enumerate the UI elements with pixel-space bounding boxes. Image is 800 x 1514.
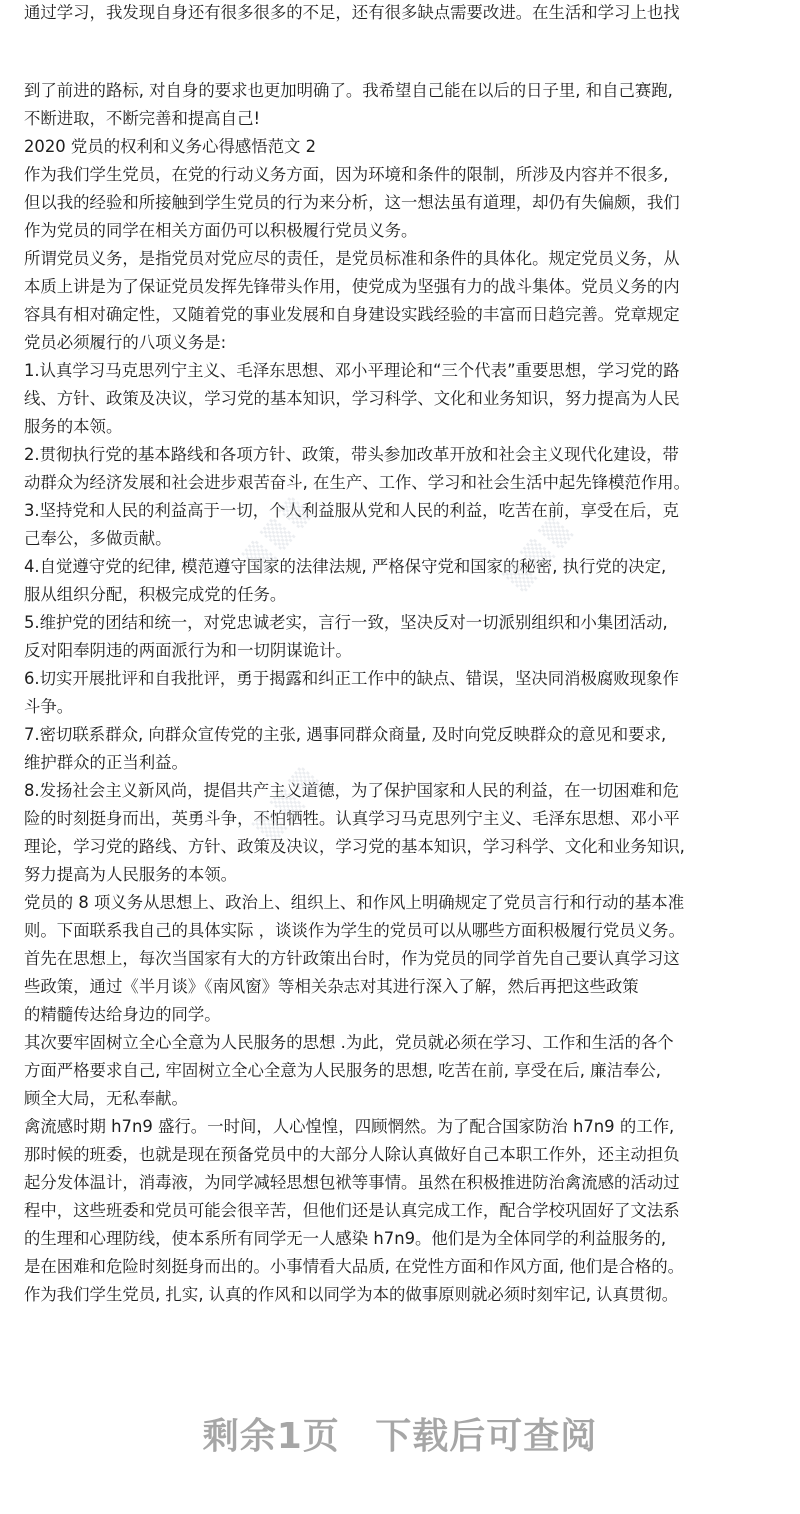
paragraph-line: 斗争。 — [24, 697, 74, 716]
paragraph-line: 到了前进的路标, 对自身的要求也更加明确了。我希望自己能在以后的日子里, 和自己赛跑, — [24, 81, 673, 100]
paragraph-line: 程中，这些班委和党员可能会很辛苦，但他们还是认真完成工作，配合学校巩固好了文法系 — [24, 1201, 680, 1220]
paragraph-line: 其次要牢固树立全心全意为人民服务的思想 .为此，党员就必须在学习、工作和生活的各个 — [24, 1033, 674, 1052]
paragraph-line: 所谓党员义务，是指党员对党应尽的责任，是党员标准和条件的具体化。规定党员义务，从 — [24, 249, 680, 268]
paragraph-line: 禽流感时期 h7n9 盛行。一时间，人心惶惶，四顾惘然。为了配合国家防治 h7n9 的工作, — [24, 1117, 675, 1136]
paragraph-line: 首先在思想上，每次当国家有大的方针政策出台时，作为党员的同学首先自己要认真学习这 — [24, 949, 680, 968]
paragraph-line: 服务的本领。 — [24, 417, 123, 436]
paragraph-line: 是在困难和危险时刻挺身而出的。小事情看大品质, 在党性方面和作风方面, 他们是合格的。 — [24, 1257, 685, 1276]
paragraph-line: 2020 党员的权利和义务心得感悟范文 2 — [24, 137, 317, 156]
paragraph-line: 7.密切联系群众, 向群众宣传党的主张, 遇事同群众商量, 及时向党反映群众的意见和要求, — [24, 725, 667, 744]
paragraph-line: 顾全大局，无私奉献。 — [24, 1089, 188, 1108]
paragraph-line: 的生理和心理防线，使本系所有同学无一人感染 h7n9。他们是为全体同学的利益服务的, — [24, 1229, 667, 1248]
paragraph-line: 4.自觉遵守党的纪律, 模范遵守国家的法律法规, 严格保守党和国家的秘密, 执行党的决定, — [24, 557, 667, 576]
paragraph-line: 维护群众的正当利益。 — [24, 753, 188, 772]
paragraph-line: 方面严格要求自己, 牢固树立全心全意为人民服务的思想, 吃苦在前, 享受在后, 廉洁奉公, — [24, 1061, 661, 1080]
download-to-view-label: 下载后可查阅 — [375, 1416, 598, 1457]
paragraph-line: 反对阳奉阴违的两面派行为和一切阴谋诡计。 — [24, 641, 352, 660]
paragraph-line: 作为党员的同学在相关方面仍可以积极履行党员义务。 — [24, 221, 418, 240]
paragraph-line: 但以我的经验和所接触到学生党员的行为来分析，这一想法虽有道理，却仍有失偏颇，我们 — [24, 193, 680, 212]
download-prompt[interactable] — [0, 1408, 800, 1459]
paragraph-line: 动群众为经济发展和社会进步艰苦奋斗, 在生产、工作、学习和社会生活中起先锋模范作用。 — [24, 473, 691, 492]
paragraph-line: 5.维护党的团结和统一，对党忠诚老实，言行一致，坚决反对一切派别组织和小集团活动, — [24, 613, 668, 632]
paragraph-line: 党员必须履行的八项义务是: — [24, 333, 227, 352]
paragraph-line: 党员的 8 项义务从思想上、政治上、组织上、和作风上明确规定了党员言行和行动的基本准 — [24, 893, 685, 912]
paragraph-line: 3.坚持党和人民的利益高于一切，个人利益服从党和人民的利益，吃苦在前，享受在后，克 — [24, 501, 679, 520]
paragraph-line: 险的时刻挺身而出，英勇斗争，不怕牺牲。认真学习马克思列宁主义、毛泽东思想、邓小平 — [24, 809, 680, 828]
paragraph-line: 则。下面联系我自己的具体实际 ，谈谈作为学生的党员可以从哪些方面积极履行党员义务。 — [24, 921, 685, 940]
paragraph-line: 那时候的班委，也就是现在预备党员中的大部分人除认真做好自己本职工作外，还主动担负 — [24, 1145, 680, 1164]
paragraph-line: 6.切实开展批评和自我批评，勇于揭露和纠正工作中的缺点、错误，坚决同消极腐败现象作 — [24, 669, 679, 688]
paragraph-line: 本质上讲是为了保证党员发挥先锋带头作用，使党成为坚强有力的战斗集体。党员义务的内 — [24, 277, 680, 296]
paragraph-line: 起分发体温计，消毒液，为同学减轻思想包袱等事情。虽然在积极推进防治禽流感的活动过 — [24, 1173, 680, 1192]
paragraph-line: 8.发扬社会主义新风尚，提倡共产主义道德，为了保护国家和人民的利益，在一切困难和危 — [24, 781, 679, 800]
paragraph-line: 不断进取，不断完善和提高自己! — [24, 109, 261, 128]
watermark: ▒ ▒ ▒ — [502, 516, 575, 594]
paragraph-line: 努力提高为人民服务的本领。 — [24, 865, 238, 884]
paragraph-line: 作为我们学生党员, 扎实, 认真的作风和以同学为本的做事原则就必须时刻牢记, 认真贯彻。 — [24, 1285, 679, 1304]
remaining-pages-label: 剩余1页 — [202, 1416, 340, 1457]
paragraph-line: 些政策，通过《半月谈》《南风窗》等相关杂志对其进行深入了解，然后再把这些政策 — [24, 977, 639, 996]
paragraph-line: 己奉公，多做贡献。 — [24, 529, 172, 548]
watermark: ▒ ▒ ▒ — [252, 766, 325, 844]
paragraph-line: 通过学习，我发现自身还有很多很多的不足，还有很多缺点需要改进。在生活和学习上也找 — [24, 3, 680, 22]
paragraph-line: 1.认真学习马克思列宁主义、毛泽东思想、邓小平理论和“三个代表”重要思想，学习党的路 — [24, 361, 680, 380]
paragraph-line: 服从组织分配，积极完成党的任务。 — [24, 585, 287, 604]
paragraph-line: 作为我们学生党员，在党的行动义务方面，因为环境和条件的限制，所涉及内容并不很多, — [24, 165, 669, 184]
paragraph-line: 理论，学习党的路线、方针、政策及决议，学习党的基本知识，学习科学、文化和业务知识, — [24, 837, 685, 856]
paragraph-line: 线、方针、政策及决议，学习党的基本知识，学习科学、文化和业务知识，努力提高为人民 — [24, 389, 680, 408]
paragraph-line: 容具有相对确定性，又随着党的事业发展和自身建设实践经验的丰富而日趋完善。党章规定 — [24, 305, 680, 324]
paragraph-line: 的精髓传达给身边的同学。 — [24, 1005, 221, 1024]
paragraph-line: 2.贯彻执行党的基本路线和各项方针、政策，带头参加改革开放和社会主义现代化建设，带 — [24, 445, 679, 464]
watermark: ▒ ▒ ▒ — [242, 496, 315, 574]
